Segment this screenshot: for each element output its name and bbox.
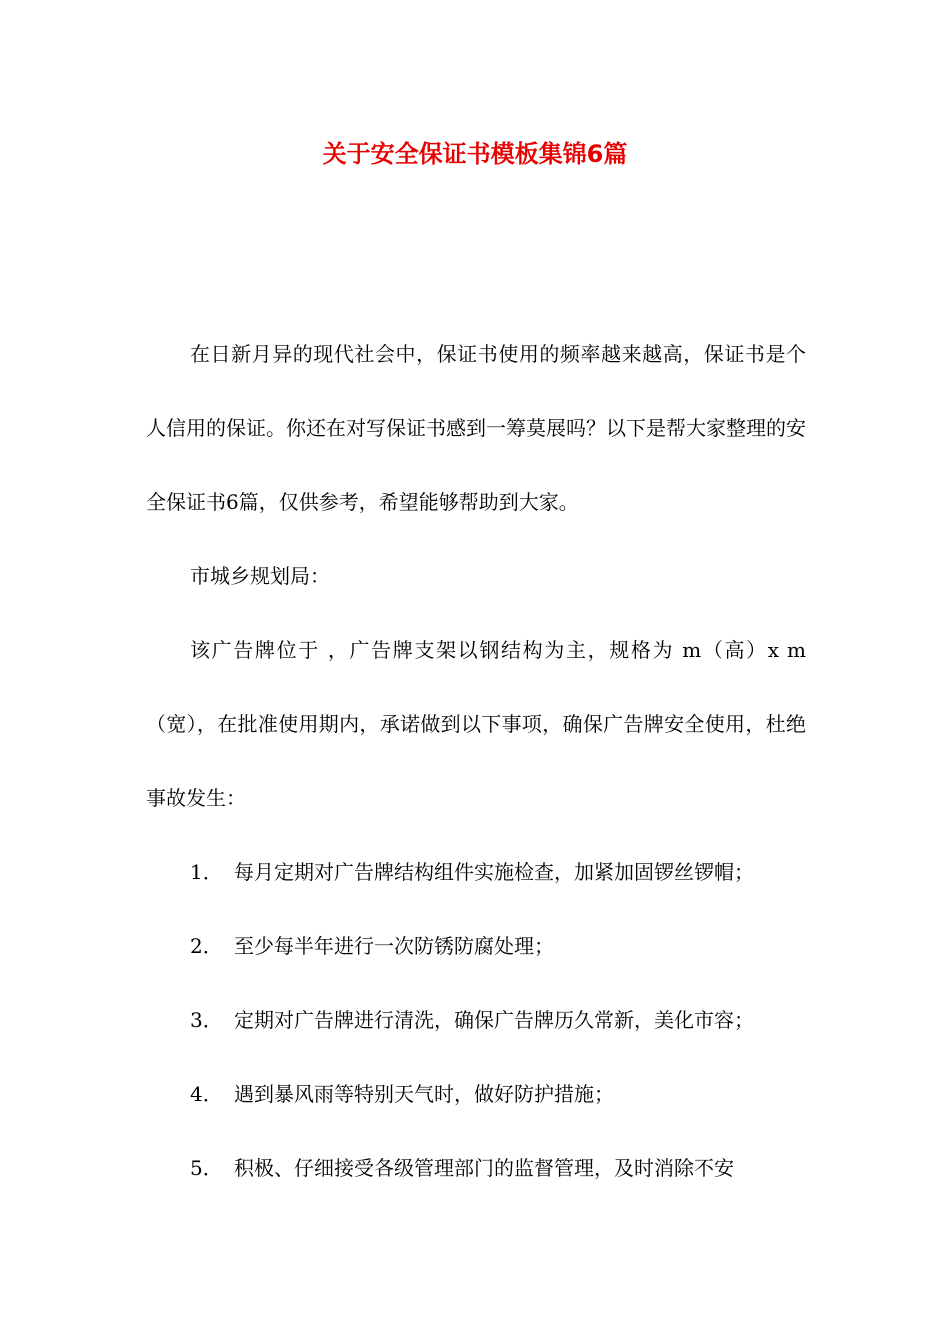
list-item-number: 1． bbox=[190, 860, 223, 884]
salutation: 市城乡规划局： bbox=[190, 564, 330, 588]
document-title: 关于安全保证书模板集锦6篇 bbox=[322, 140, 628, 168]
list-item-text: 遇到暴风雨等特别天气时，做好防护措施； bbox=[234, 1082, 614, 1106]
list-item bbox=[146, 1057, 806, 1131]
intro-paragraph: 在日新月异的现代社会中，保证书使用的频率越来越高，保证书是个人信用的保证。你还在对写保证书感到一筹莫展吗？以下是帮大家整理的安全保证书6篇，仅供参考，希望能够帮助到大家。 bbox=[146, 342, 806, 514]
list-item bbox=[146, 909, 806, 983]
list-item-number: 2． bbox=[190, 934, 223, 958]
list-item-text: 至少每半年进行一次防锈防腐处理； bbox=[234, 934, 554, 958]
document-body bbox=[146, 317, 806, 1205]
list-item-number: 3． bbox=[190, 1008, 223, 1032]
list-item bbox=[146, 835, 806, 909]
list-item bbox=[146, 1131, 806, 1205]
statement-paragraph: 该广告牌位于 ，广告牌支架以钢结构为主，规格为 m（高）x m（宽），在批准使用期内，承诺做到以下事项，确保广告牌安全使用，杜绝事故发生： bbox=[146, 638, 806, 810]
list-item-number: 4． bbox=[190, 1082, 223, 1106]
list-item-text: 积极、仔细接受各级管理部门的监督管理，及时消除不安 bbox=[234, 1156, 734, 1180]
list-item-text: 每月定期对广告牌结构组件实施检查，加紧加固锣丝锣帽； bbox=[234, 860, 754, 884]
list-item bbox=[146, 983, 806, 1057]
list-item-number: 5． bbox=[190, 1156, 223, 1180]
list-item-text: 定期对广告牌进行清洗，确保广告牌历久常新，美化市容； bbox=[234, 1008, 754, 1032]
